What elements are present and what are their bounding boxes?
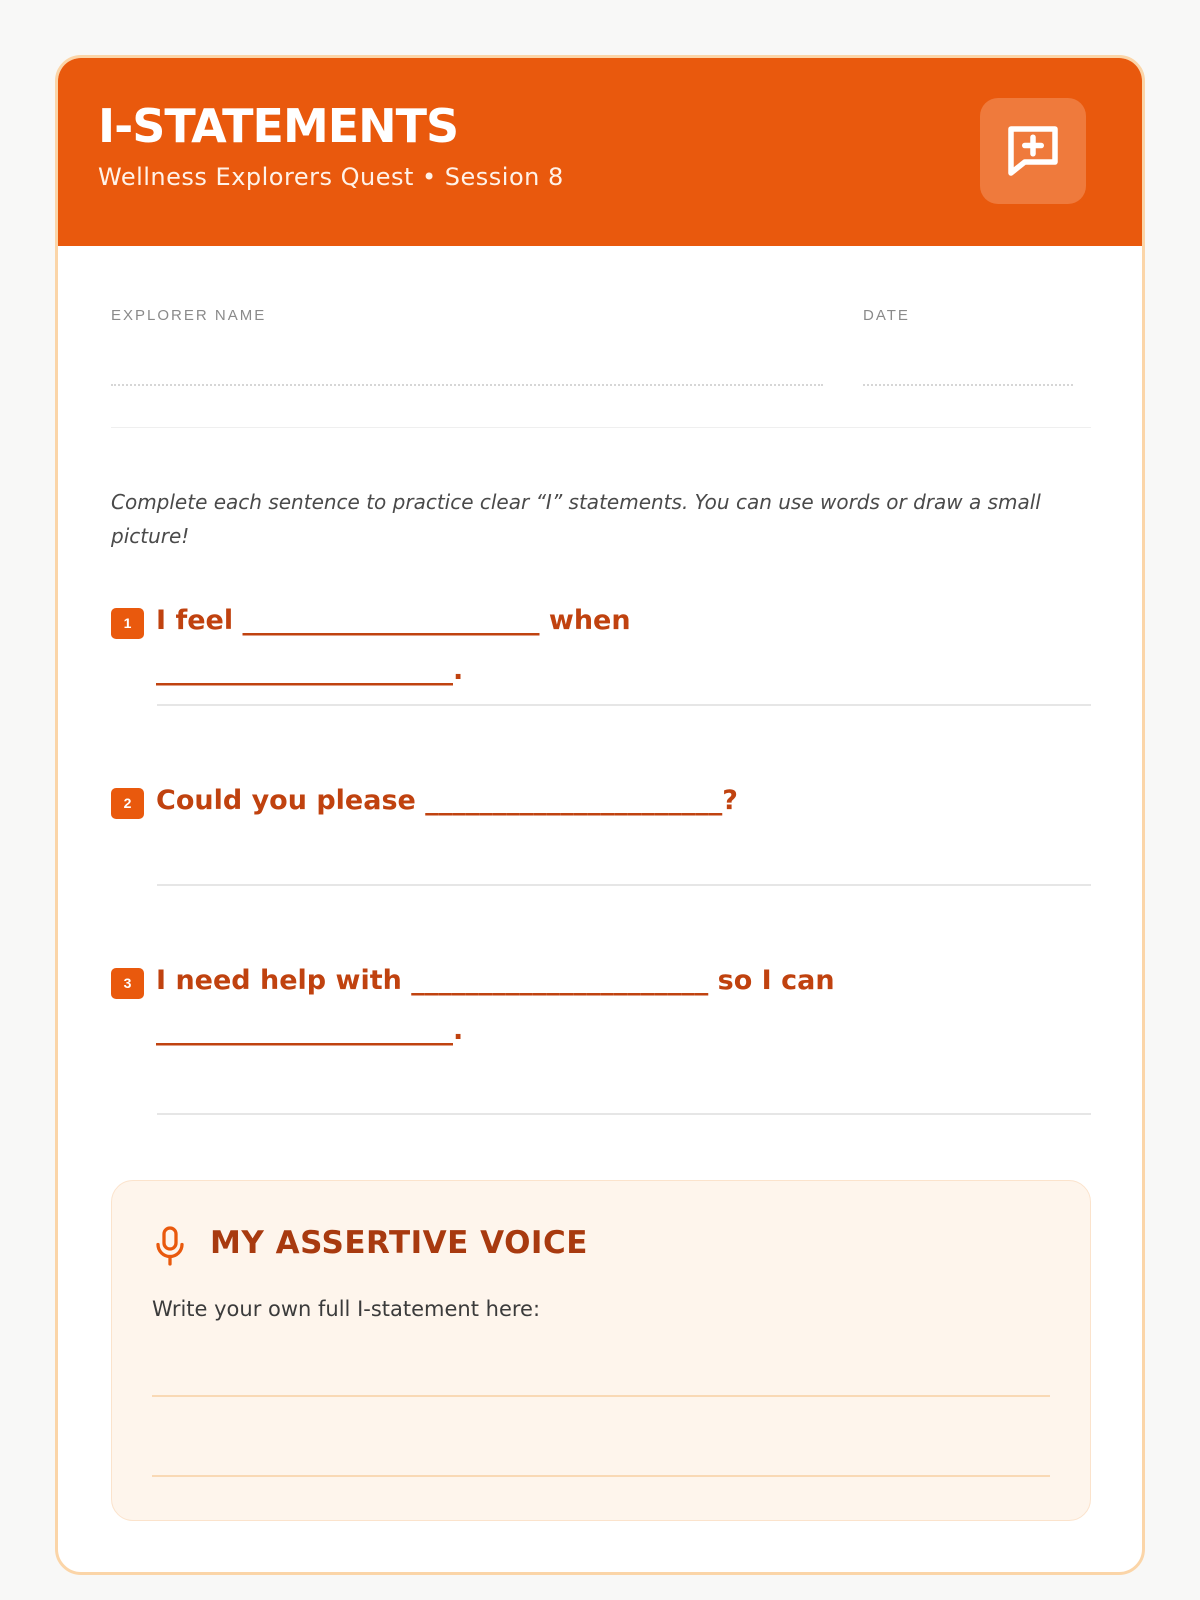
date-label: DATE <box>863 307 910 324</box>
prompt-text: I need help with ______________________ so I can ______________________. <box>156 965 835 1046</box>
microphone-icon <box>152 1225 188 1267</box>
prompt-number-badge: 2 <box>111 788 144 819</box>
worksheet-card <box>55 55 1145 1575</box>
voice-section-title: MY ASSERTIVE VOICE <box>210 1225 588 1261</box>
page-subtitle: Wellness Explorers Quest • Session 8 <box>98 163 564 191</box>
explorer-name-field[interactable] <box>111 384 823 386</box>
section-divider <box>111 427 1091 428</box>
instructions-text: Complete each sentence to practice clear “I” statements. You can use words or draw a small picture! <box>111 490 1041 548</box>
date-field[interactable] <box>863 384 1073 386</box>
prompt-text: Could you please ______________________? <box>156 785 738 816</box>
prompt-text: I feel ______________________ when ______________________. <box>156 605 631 686</box>
writing-line[interactable] <box>152 1395 1050 1397</box>
answer-line[interactable] <box>157 884 1091 886</box>
worksheet-header <box>58 58 1142 246</box>
prompt-number-badge: 3 <box>111 968 144 999</box>
page-title: I-STATEMENTS <box>98 99 459 153</box>
explorer-name-label: EXPLORER NAME <box>111 307 267 324</box>
answer-line[interactable] <box>157 1113 1091 1115</box>
voice-prompt: Write your own full I-statement here: <box>152 1297 541 1321</box>
add-comment-icon <box>1000 118 1066 184</box>
prompt-number-badge: 1 <box>111 608 144 639</box>
answer-line[interactable] <box>157 704 1091 706</box>
writing-line[interactable] <box>152 1475 1050 1477</box>
assertive-voice-box <box>111 1180 1091 1521</box>
add-comment-button[interactable] <box>980 98 1086 204</box>
